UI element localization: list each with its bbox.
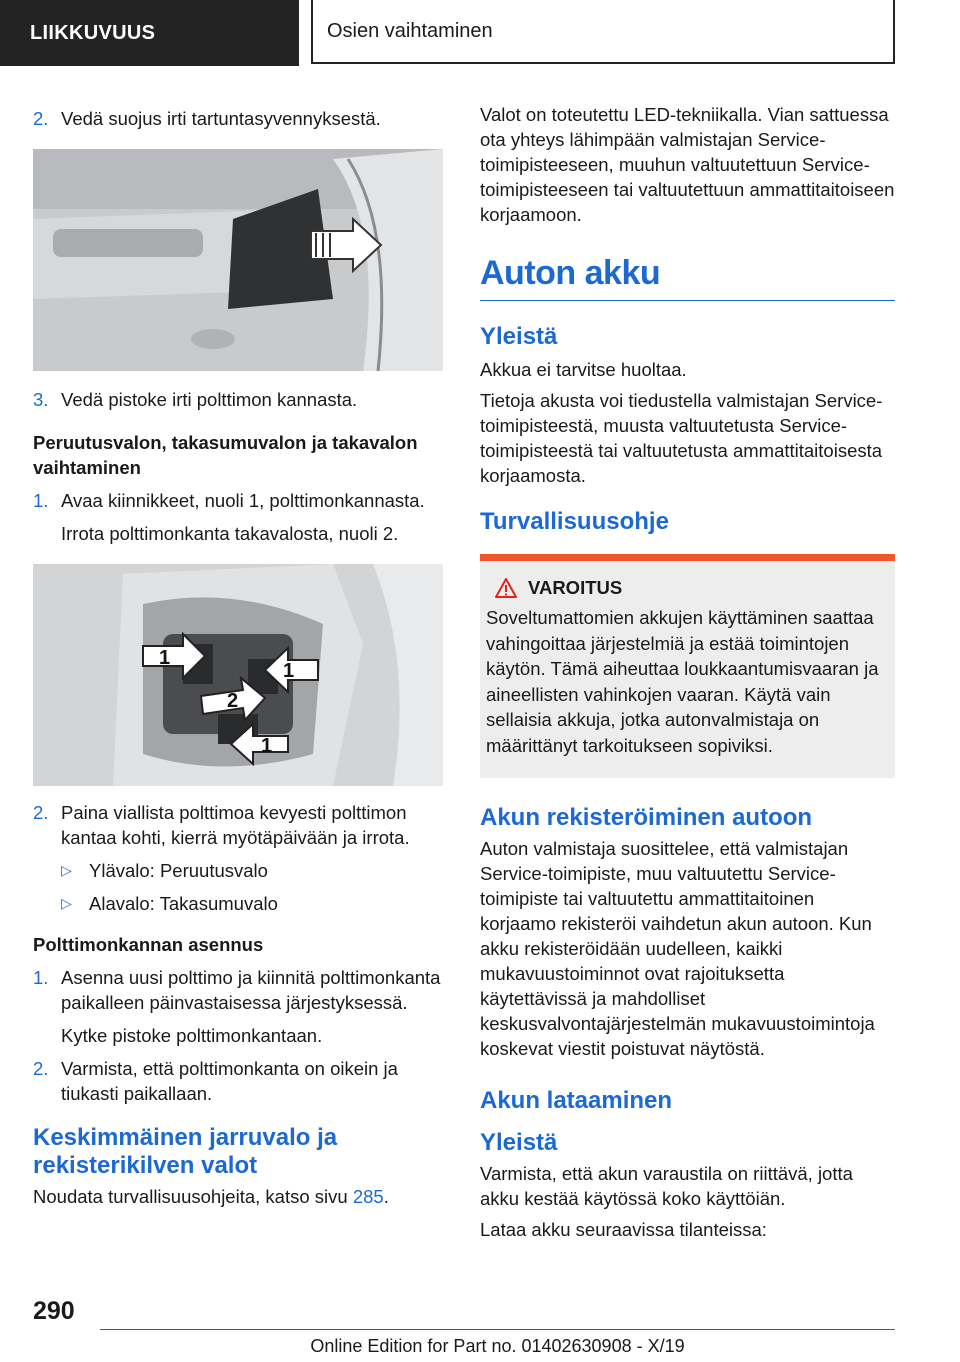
- general-p2: Tietoja akusta voi tiedustella valmistajan Service-toimipisteestä, muusta valtuutetusta Service-toimipisteestä tai valtuutetusta ammattitaitoisesta korjaamosta.: [480, 390, 883, 486]
- step-press-bulb: [33, 800, 443, 850]
- step-text: Varmista, että polttimonkanta on oikein ja tiukasti paikallaan.: [61, 1058, 398, 1104]
- figure-label: 2: [227, 690, 239, 712]
- step-open-clips: [33, 488, 443, 513]
- title-battery: Auton akku: [480, 254, 661, 292]
- charging-p1: Varmista, että akun varaustila on riittävä, jotta akku kestää käytössä koko käyttöiän.: [480, 1163, 853, 1209]
- section-tab: LIIKKUVUUS: [0, 0, 299, 66]
- topic-tab: Osien vaihtaminen: [311, 0, 895, 64]
- heading-brake-light: Keskimmäinen jarruvalo ja rekisterikilven valot: [33, 1124, 338, 1179]
- step-text: Paina viallista polttimoa kevyesti polttimon kantaa kohti, kierrä myötäpäivään ja irrota.: [61, 802, 410, 848]
- step-number: 3.: [33, 389, 49, 410]
- heading-register: Akun rekisteröiminen autoon: [480, 804, 813, 831]
- step-remove-cover: [33, 106, 443, 131]
- title-rule: [480, 300, 895, 301]
- step-text: Asenna uusi polttimo ja kiinnitä polttimonkanta paikalleen päinvastaisessa järjestyksessä.: [61, 967, 441, 1013]
- brake-text: Noudata turvallisuusohjeita, katso sivu: [33, 1186, 353, 1207]
- charging-p2: Lataa akku seuraavissa tilanteissa:: [480, 1219, 767, 1240]
- brake-end: .: [383, 1186, 389, 1207]
- triangle-bullet-icon: ▷: [61, 895, 72, 911]
- figure-label: 1: [283, 660, 295, 682]
- bullet-text: Ylävalo: Peruutusvalo: [89, 860, 268, 881]
- bullet-lower: [61, 891, 443, 916]
- figure-label: 1: [261, 735, 273, 757]
- cover-removal-illustration: [33, 149, 443, 371]
- page-link[interactable]: 285: [352, 1186, 384, 1207]
- footer-rule: [100, 1329, 895, 1330]
- warning-triangle-icon: [494, 577, 518, 599]
- step-verify: [33, 1056, 443, 1106]
- heading-safety: Turvallisuusohje: [480, 508, 669, 535]
- step-text: Vedä pistoke irti polttimon kannasta.: [61, 389, 358, 410]
- heading-install: Polttimonkannan asennus: [33, 934, 264, 955]
- warning-box: [480, 554, 895, 778]
- warning-title: [480, 561, 895, 599]
- step-unplug: [33, 387, 443, 412]
- brake-paragraph: [33, 1184, 443, 1209]
- step-number: 2.: [33, 1058, 49, 1079]
- figure-bulb-holder: [33, 564, 443, 786]
- heading-reverse-light: Peruutusvalon, takasumuvalon ja takavalon vaihtaminen: [33, 432, 418, 478]
- triangle-bullet-icon: ▷: [61, 862, 72, 878]
- heading-general: Yleistä: [480, 323, 558, 350]
- step-text: Vedä suojus irti tartuntasyvennyksestä.: [61, 108, 381, 129]
- warning-label: VAROITUS: [528, 577, 623, 598]
- warning-text: Soveltumattomien akkujen käyttäminen saattaa vahingoittaa järjestelmiä ja estää toimintojen käytön. Tämä aiheuttaa loukkaantumisvaaran ja aineellisten vahinkojen vaaran. Käytä vain sellaisia akkuja, jotka autonvalmistaja on määrittänyt tarkoitukseen sopiviksi.: [486, 607, 879, 756]
- bullet-text: Alavalo: Takasumuvalo: [89, 893, 278, 914]
- left-column: [33, 100, 443, 1209]
- step-install-bulb: [33, 965, 443, 1015]
- bulb-holder-illustration: [33, 564, 443, 786]
- page-number: 290: [33, 1297, 75, 1325]
- heading-charging: Akun lataaminen: [480, 1087, 673, 1114]
- bullet-upper: [61, 858, 443, 883]
- step-number: 1.: [33, 967, 49, 988]
- step-extra-text: Kytke pistoke polttimonkantaan.: [61, 1025, 323, 1046]
- footer-edition: Online Edition for Part no. 01402630908 - X/19: [310, 1336, 685, 1356]
- step-text: Avaa kiinnikkeet, nuoli 1, polttimonkannasta.: [61, 490, 425, 511]
- figure-cover-removal: [33, 149, 443, 371]
- figure-label: 1: [159, 647, 171, 669]
- step-extra-text: Irrota polttimonkanta takavalosta, nuoli 2.: [61, 523, 399, 544]
- warning-bar: [480, 554, 895, 561]
- led-intro: Valot on toteutettu LED-tekniikalla. Vian sattuessa ota yhteys lähimpään valmistajan Service-toimipisteeseen, muuhun valtuutettuun Service-toimipisteeseen tai valtuutettuun ammattitaitoiseen korjaamoon.: [480, 104, 895, 225]
- right-column: [480, 102, 895, 1242]
- step-number: 1.: [33, 490, 49, 511]
- heading-general-2: Yleistä: [480, 1129, 558, 1156]
- general-p1: Akkua ei tarvitse huoltaa.: [480, 359, 687, 380]
- page-header: [0, 0, 960, 66]
- step-number: 2.: [33, 802, 49, 823]
- register-paragraph: Auton valmistaja suosittelee, että valmistajan Service-toimipiste, muu valtuutettu Service-toimipiste tai valtuutettu ammattitaitoinen korjaamo rekisteröi vaihdetun akun autoon. Kun akku rekisteröidään uudelleen, kaikki mukavuustoiminnot ovat rajoituksetta käytettävissä ja mahdolliset keskusvalvontajärjestelmän mukavuustoimintoja koskevat viestit poistuvat näytöstä.: [480, 838, 875, 1059]
- step-number: 2.: [33, 108, 49, 129]
